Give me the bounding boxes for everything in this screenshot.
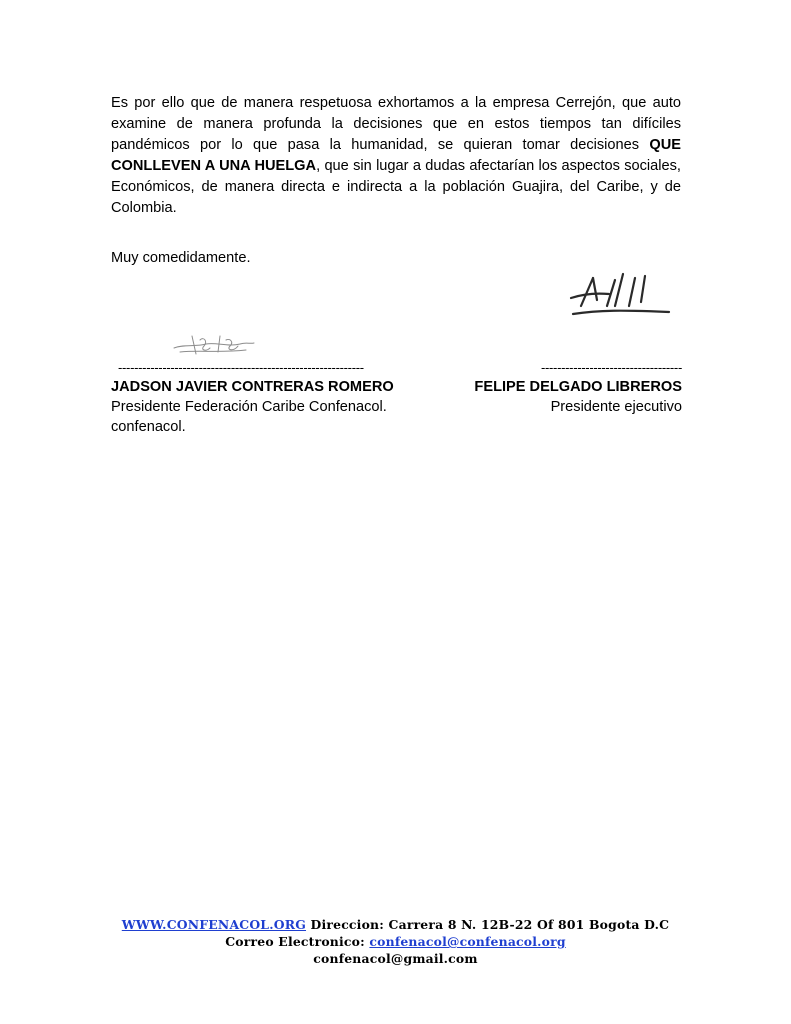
paragraph-emphasis: QUE CONLLEVEN A UNA HUELGA	[111, 137, 681, 175]
signer-name-left: JADSON JAVIER CONTRERAS ROMERO	[111, 379, 394, 395]
footer-line-1	[0, 916, 791, 933]
email-label: Correo Electronico:	[225, 934, 370, 949]
signer-title-left: Presidente Federación Caribe Confenacol.	[111, 399, 387, 415]
footer	[0, 916, 791, 967]
footer-line-3	[0, 950, 791, 967]
paragraph-text-end: , que sin lugar a dudas afectarían los aspectos sociales, Económicos, de manera directa e indirecta a la población Guajira, del Caribe, y de Colombia.	[111, 158, 681, 217]
signature-right-image	[563, 272, 675, 322]
signer-name-right: FELIPE DELGADO LIBREROS	[474, 379, 682, 395]
paragraph-text-start: Es por ello que de manera respetuosa exhortamos a la empresa Cerrejón, que auto examine de manera profunda la decisiones que en estos tiempos tan difíciles pandémicos por lo que pasa la humanidad, se quieran tomar decisiones	[111, 95, 681, 154]
alt-email: confenacol@gmail.com	[313, 951, 478, 966]
signature-line-right: -----------------------------------	[540, 360, 682, 375]
signature-line-left: -------------------------------------------------------------	[118, 360, 364, 375]
signer-org-left: confenacol.	[111, 419, 186, 435]
website-link[interactable]: WWW.CONFENACOL.ORG	[121, 917, 307, 932]
signer-title-right: Presidente ejecutivo	[550, 399, 682, 415]
signature-left-image	[170, 332, 256, 358]
body-paragraph	[111, 93, 681, 220]
signature-block-left	[111, 359, 431, 437]
closing-salutation: Muy comedidamente.	[111, 250, 251, 266]
email-link[interactable]: confenacol@confenacol.org	[369, 934, 566, 949]
footer-address: Direccion: Carrera 8 N. 12B-22 Of 801 Bogota D.C	[306, 917, 670, 932]
footer-line-2	[0, 933, 791, 950]
signature-block-right	[452, 359, 682, 417]
